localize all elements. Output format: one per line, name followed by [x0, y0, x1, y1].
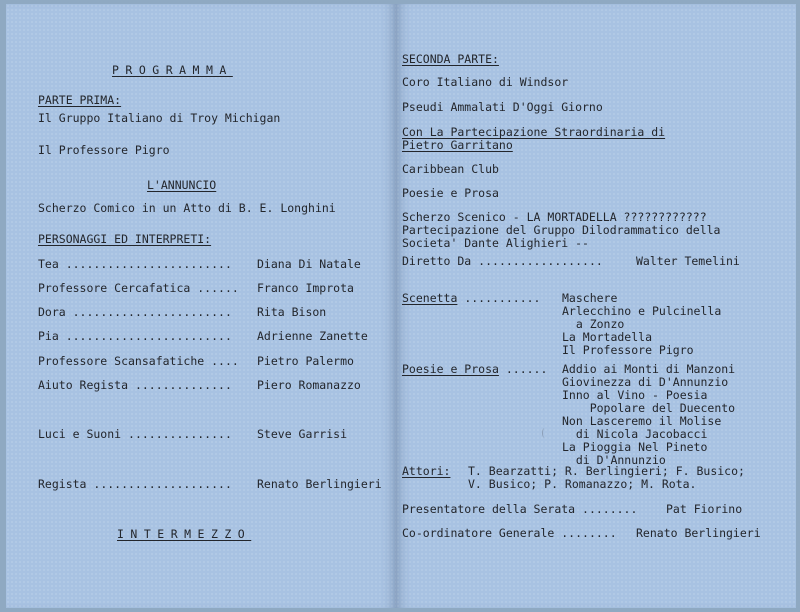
parte-prima-heading: PARTE PRIMA:	[38, 93, 122, 107]
scenetta-row: Scenetta ...........	[402, 291, 548, 305]
cast-actor: Adrienne Zanette	[257, 329, 368, 343]
luci-actor: Steve Garrisi	[257, 427, 348, 441]
poesie-row: Poesie e Prosa ......	[402, 362, 555, 376]
parte-prima-line: Il Gruppo Italiano di Troy Michigan	[38, 111, 281, 125]
cast-row: Dora .......................	[38, 305, 239, 319]
caribbean-line: Caribbean Club	[402, 162, 499, 176]
poesie-item: Addio ai Monti di Manzoni	[562, 362, 736, 376]
poesie-item: La Pioggia Nel Pineto	[562, 440, 708, 454]
luci-row: Luci e Suoni ...............	[38, 427, 239, 441]
scenetta-item: a Zonzo	[562, 317, 625, 331]
right-page	[396, 4, 796, 608]
coordinatore-name: Renato Berlingieri	[636, 526, 761, 540]
regista-row: Regista ....................	[38, 477, 239, 491]
scherzo-scenico-line-1: Scherzo Scenico - LA MORTADELLA ????????????	[402, 210, 707, 224]
cast-actor: Piero Romanazzo	[257, 378, 361, 392]
poesie-item: Popolare del Duecento	[562, 401, 736, 415]
coro-line: Coro Italiano di Windsor	[402, 75, 569, 89]
diretto-row: Diretto Da ..................	[402, 254, 610, 268]
scherzo-scenico-line-3: Societa' Dante Alighieri --	[402, 236, 589, 250]
poesie-item: Non Lasceremo il Molise	[562, 414, 722, 428]
partecipazione-line-1: Con La Partecipazione Straordinaria di	[402, 125, 666, 139]
seconda-parte-heading: SECONDA PARTE:	[402, 52, 499, 66]
poesie-prosa-line: Poesie e Prosa	[402, 186, 499, 200]
professore-pigro: Il Professore Pigro	[38, 143, 170, 157]
cast-actor: Pietro Palermo	[257, 354, 354, 368]
cast-actor: Franco Improta	[257, 281, 354, 295]
scherzo-scenico-line-2: Partecipazione del Gruppo Dilodrammatico della	[402, 223, 721, 237]
poesie-item: Giovinezza di D'Annunzio	[562, 375, 729, 389]
scherzo-comico: Scherzo Comico in un Atto di B. E. Longhini	[38, 201, 336, 215]
poesie-item: di D'Annunzio	[562, 453, 666, 467]
partecipazione-line-2: Pietro Garritano	[402, 138, 513, 152]
attori-line-1: T. Bearzatti; R. Berlingieri; F. Busico;	[468, 464, 745, 478]
presentatore-name: Pat Fiorino	[666, 502, 743, 516]
poesie-item: Inno al Vino - Poesia	[562, 388, 708, 402]
programma-title: PROGRAMMA	[112, 63, 233, 77]
cast-row: Professore Scansafatiche ....	[38, 354, 246, 368]
program-booklet	[6, 4, 796, 608]
attori-label: Attori:	[402, 464, 451, 478]
poesie-item: di Nicola Jacobacci	[562, 427, 708, 441]
cast-actor: Rita Bison	[257, 305, 327, 319]
scenetta-item: Arlecchino e Pulcinella	[562, 304, 722, 318]
cast-row: Tea ........................	[38, 257, 239, 271]
cast-actor: Diana Di Natale	[257, 257, 361, 271]
coordinatore-row: Co-ordinatore Generale ........	[402, 526, 624, 540]
attori-line-2: V. Busico; P. Romanazzo; M. Rota.	[468, 477, 697, 491]
scenetta-item: Maschere	[562, 291, 618, 305]
paper-mark	[542, 428, 547, 438]
intermezzo-heading: INTERMEZZO	[117, 527, 252, 541]
personaggi-heading: PERSONAGGI ED INTERPRETI:	[38, 232, 212, 246]
annuncio-heading: L'ANNUNCIO	[147, 178, 217, 192]
cast-row: Professore Cercafatica ......	[38, 281, 246, 295]
diretto-name: Walter Temelini	[636, 254, 740, 268]
regista-actor: Renato Berlingieri	[257, 477, 382, 491]
scenetta-item: La Mortadella	[562, 330, 653, 344]
scenetta-item: Il Professore Pigro	[562, 343, 694, 357]
pseudi-line: Pseudi Ammalati D'Oggi Giorno	[402, 100, 603, 114]
cast-row: Pia ........................	[38, 329, 239, 343]
presentatore-row: Presentatore della Serata ........	[402, 502, 645, 516]
cast-row: Aiuto Regista ..............	[38, 378, 239, 392]
left-page	[6, 4, 396, 608]
